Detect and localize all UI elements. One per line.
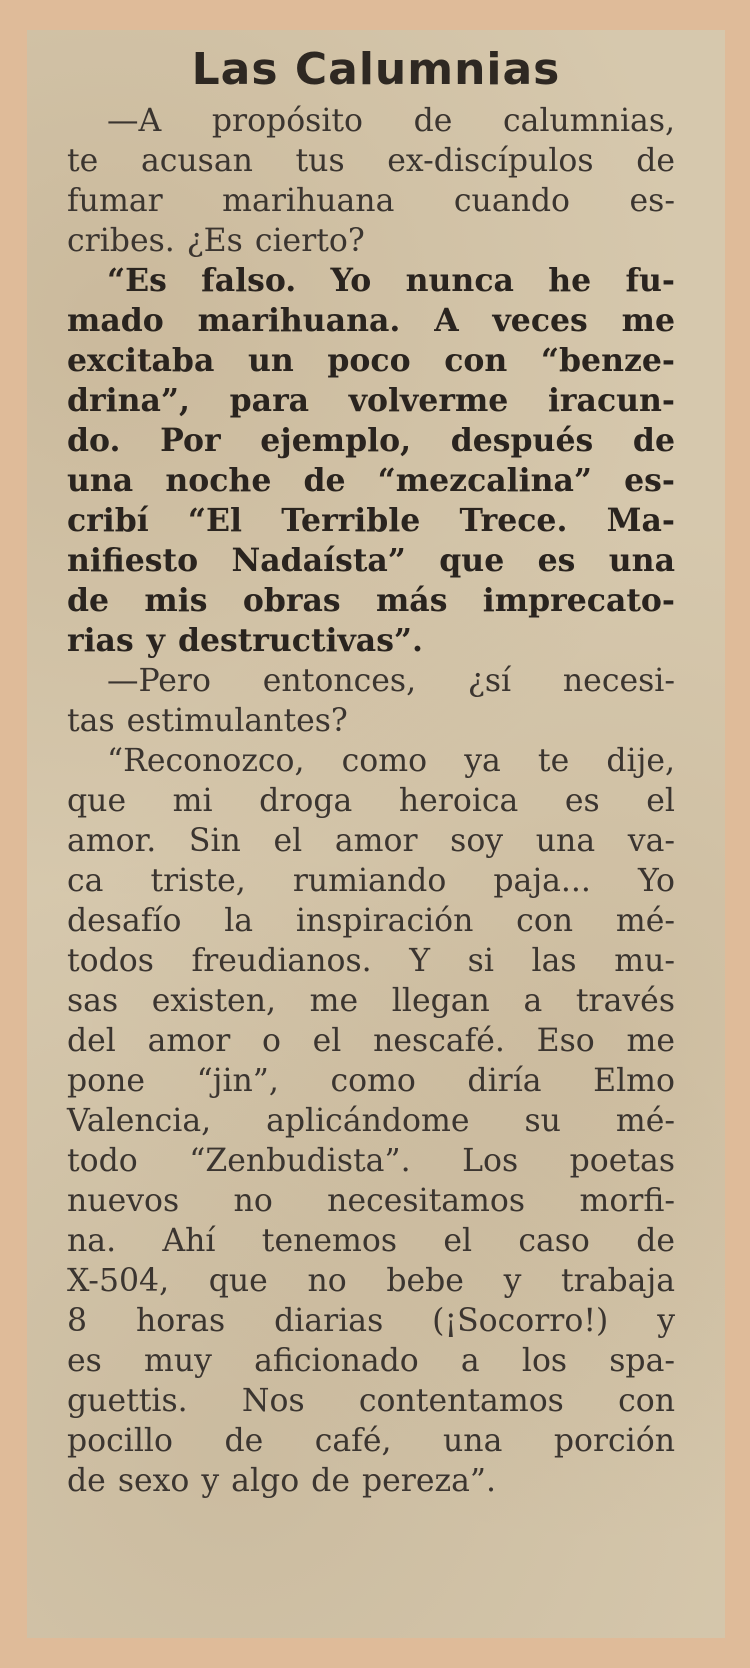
text-line: tas estimulantes? [67,703,348,739]
text-line: de sexo y algo de pereza”. [67,1463,496,1499]
text-line: todos freudianos. Y si las mu- [67,943,675,979]
text-line: nuevos no necesitamos morfi- [67,1183,675,1219]
text-line: todo “Zenbudista”. Los poetas [67,1143,675,1179]
text-line: fumar marihuana cuando es- [67,183,675,219]
text-line: de mis obras más imprecato- [67,582,675,619]
text-line: es muy aficionado a los spa- [67,1343,675,1379]
text-line: una noche de “mezcalina” es- [67,462,675,499]
article-body [67,101,675,1501]
text-line: —Pero entonces, ¿sí necesi- [107,663,675,699]
text-line: do. Por ejemplo, después de [67,422,675,459]
text-line: te acusan tus ex-discípulos de [67,143,675,179]
text-line: “Es falso. Yo nunca he fu- [107,262,675,299]
text-line: X-504, que no bebe y trabaja [67,1263,675,1299]
text-line: cribes. ¿Es cierto? [67,223,365,259]
text-line: 8 horas diarias (¡Socorro!) y [67,1303,675,1339]
text-line: pocillo de café, una porción [67,1423,675,1459]
text-line: desafío la inspiración con mé- [67,903,675,939]
text-line: —A propósito de calumnias, [107,103,675,139]
text-line: excitaba un poco con “benze- [67,342,675,379]
text-line: del amor o el nescafé. Eso me [67,1023,675,1059]
text-line: Valencia, aplicándome su mé- [67,1103,675,1139]
text-line: cribí “El Terrible Trece. Ma- [67,502,675,539]
text-line: que mi droga heroica es el [67,783,675,819]
text-line: na. Ahí tenemos el caso de [67,1223,675,1259]
text-line: drina”, para volverme iracun- [67,382,675,419]
text-line: ca triste, rumiando paja... Yo [67,863,675,899]
text-line: “Reconozco, como ya te dije, [107,743,675,779]
text-line: pone “jin”, como diría Elmo [67,1063,675,1099]
text-line: amor. Sin el amor soy una va- [67,823,675,859]
text-line: sas existen, me llegan a través [67,983,675,1019]
text-line: mado marihuana. A veces me [67,302,675,339]
text-line: nifiesto Nadaísta” que es una [67,542,675,579]
article-title: Las Calumnias [191,44,561,95]
text-line: guettis. Nos contentamos con [67,1383,675,1419]
text-line: rias y destructivas”. [67,622,424,659]
newspaper-clipping [27,30,725,1638]
